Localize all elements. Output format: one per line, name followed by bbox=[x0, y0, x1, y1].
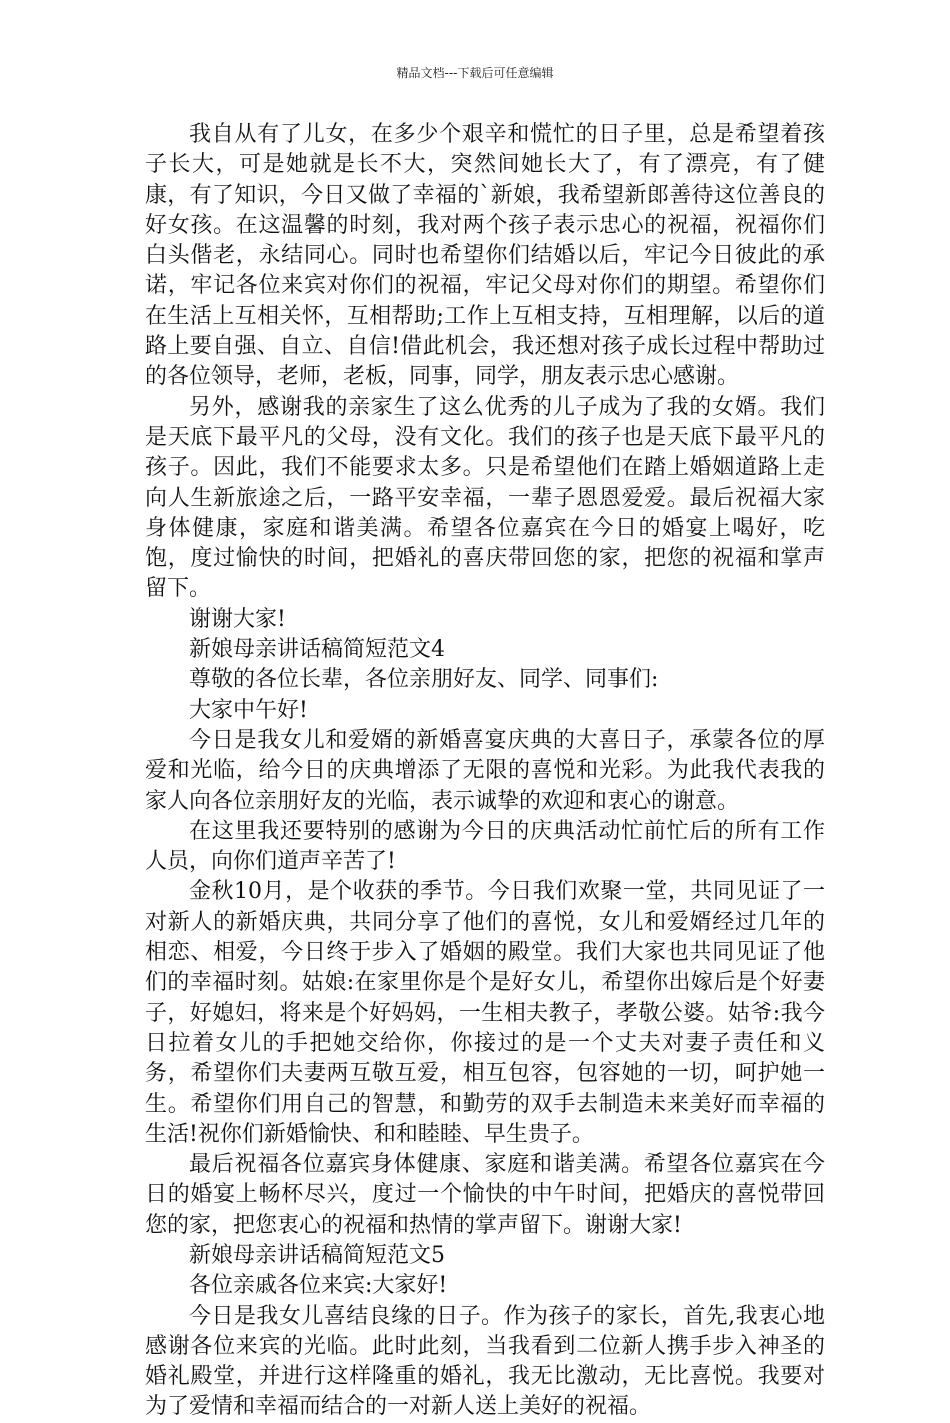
paragraph: 今日是我女儿和爱婿的新婚喜宴庆典的大喜日子，承蒙各位的厚爱和光临，给今日的庆典增添了无限的喜悦和光彩。为此我代表我的家人向各位亲朋好友的光临，表示诚挚的欢迎和衷心的谢意。 bbox=[145, 727, 825, 814]
document-body bbox=[145, 120, 825, 1423]
salutation: 各位亲戚各位来宾:大家好! bbox=[189, 1273, 448, 1299]
section-heading: 新娘母亲讲话稿简短范文5 bbox=[189, 1242, 445, 1268]
paragraph: 最后祝福各位嘉宾身体健康、家庭和谐美满。希望各位嘉宾在今日的婚宴上畅杯尽兴，度过一个愉快的中午时间，把婚庆的喜悦带回您的家，把您衷心的祝福和热情的掌声留下。谢谢大家! bbox=[145, 1152, 825, 1238]
paragraph: 另外，感谢我的亲家生了这么优秀的儿子成为了我的女婿。我们是天底下最平凡的父母，没有文化。我们的孩子也是天底下最平凡的孩子。因此，我们不能要求太多。只是希望他们在踏上婚姻道路上走向人生新旅途之后，一路平安幸福，一辈子恩恩爱爱。最后祝福大家身体健康，家庭和谐美满。希望各位嘉宾在今日的婚宴上喝好，吃饱，度过愉快的时间，把婚礼的喜庆带回您的家，把您的祝福和掌声留下。 bbox=[145, 394, 825, 602]
salutation: 尊敬的各位长辈，各位亲朋好友、同学、同事们: bbox=[189, 667, 659, 693]
paragraph: 金秋10月，是个收获的季节。今日我们欢聚一堂，共同见证了一对新人的新婚庆典，共同分享了他们的喜悦，女儿和爱婿经过几年的相恋、相爱，今日终于步入了婚姻的殿堂。我们大家也共同见证了他们的幸福时刻。姑娘:在家里你是个是好女儿，希望你出嫁后是个好妻子，好媳妇，将来是个好妈妈，一生相夫教子，孝敬公婆。姑爷:我今日拉着女儿的手把她交给你，你接过的是一个丈夫对妻子责任和义务，希望你们夫妻两互敬互爱，相互包容，包容她的一切，呵护她一生。希望你们用自己的智慧，和勤劳的双手去制造未来美好而幸福的生活!祝你们新婚愉快、和和睦睦、早生贵子。 bbox=[145, 879, 825, 1147]
paragraph: 今日是我女儿喜结良缘的日子。作为孩子的家长，首先,我衷心地感谢各位来宾的光临。此时此刻，当我看到二位新人携手步入神圣的婚礼殿堂，并进行这样隆重的婚礼，我无比激动，无比喜悦。我要对为了爱情和幸福而结合的一对新人送上美好的祝福。 bbox=[145, 1303, 825, 1420]
paragraph: 我自从有了儿女，在多少个艰辛和慌忙的日子里，总是希望着孩子长大，可是她就是长不大，突然间她长大了，有了漂亮，有了健康，有了知识，今日又做了幸福的`新娘，我希望新郎善待这位善良的好女孩。在这温馨的时刻，我对两个孩子表示忠心的祝福，祝福你们白头偕老，永结同心。同时也希望你们结婚以后，牢记今日彼此的承诺，牢记各位来宾对你们的祝福，牢记父母对你们的期望。希望你们在生活上互相关怀，互相帮助;工作上互相支持，互相理解，以后的道路上要自强、自立、自信!借此机会，我还想对孩子成长过程中帮助过的各位领导，老师，老板，同事，同学，朋友表示忠心感谢。 bbox=[145, 122, 825, 390]
closing-line: 谢谢大家! bbox=[189, 606, 286, 632]
paragraph: 在这里我还要特别的感谢为今日的庆典活动忙前忙后的所有工作人员，向你们道声辛苦了! bbox=[145, 818, 825, 875]
greeting: 大家中午好! bbox=[189, 697, 308, 723]
section-heading: 新娘母亲讲话稿简短范文4 bbox=[189, 637, 445, 663]
page-header: 精品文档---下载后可任意编辑 bbox=[396, 66, 554, 80]
